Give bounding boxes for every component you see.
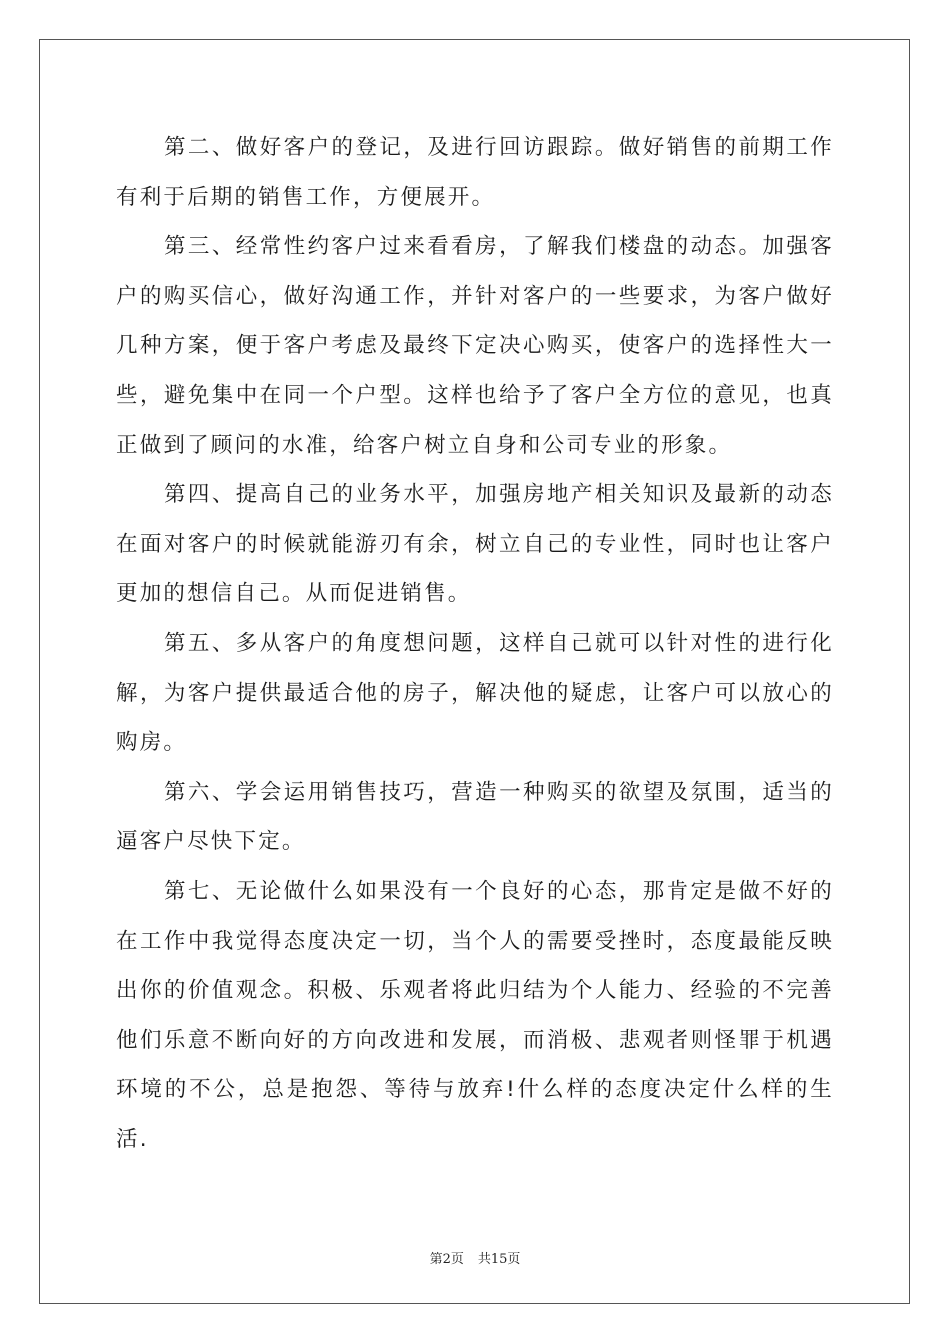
paragraph-4: 第四、提高自己的业务水平，加强房地产相关知识及最新的动态在面对客户的时候就能游刃有余，树立自己的专业性，同时也让客户更加的想信自己。从而促进销售。 <box>116 482 834 607</box>
paragraph-6: 第六、学会运用销售技巧，营造一种购买的欲望及氛围，适当的逼客户尽快下定。 <box>116 779 834 855</box>
page-footer <box>0 1248 950 1267</box>
page-number: 第2页 <box>429 1252 464 1267</box>
paragraph-3: 第三、经常性约客户过来看看房，了解我们楼盘的动态。加强客户的购买信心，做好沟通工作，并针对客户的一些要求，为客户做好几种方案，便于客户考虑及最终下定决心购买，使客户的选择性大一些，避免集中在同一个户型。这样也给予了客户全方位的意见，也真正做到了顾问的水准，给客户树立自身和公司专业的形象。 <box>116 234 834 458</box>
paragraph-7: 第七、无论做什么如果没有一个良好的心态，那肯定是做不好的在工作中我觉得态度决定一切，当个人的需要受挫时，态度最能反映出你的价值观念。积极、乐观者将此归结为个人能力、经验的不完善他们乐意不断向好的方向改进和发展，而消极、悲观者则怪罪于机遇环境的不公，总是抱怨、等待与放弃!什么样的态度决定什么样的生活. <box>116 878 834 1152</box>
paragraph-2: 第二、做好客户的登记，及进行回访跟踪。做好销售的前期工作有利于后期的销售工作，方便展开。 <box>116 135 834 210</box>
paragraph-5: 第五、多从客户的角度想问题，这样自己就可以针对性的进行化解，为客户提供最适合他的房子，解决他的疑虑，让客户可以放心的购房。 <box>116 630 834 756</box>
document-body <box>116 123 834 1164</box>
page-total: 共15页 <box>477 1252 521 1267</box>
